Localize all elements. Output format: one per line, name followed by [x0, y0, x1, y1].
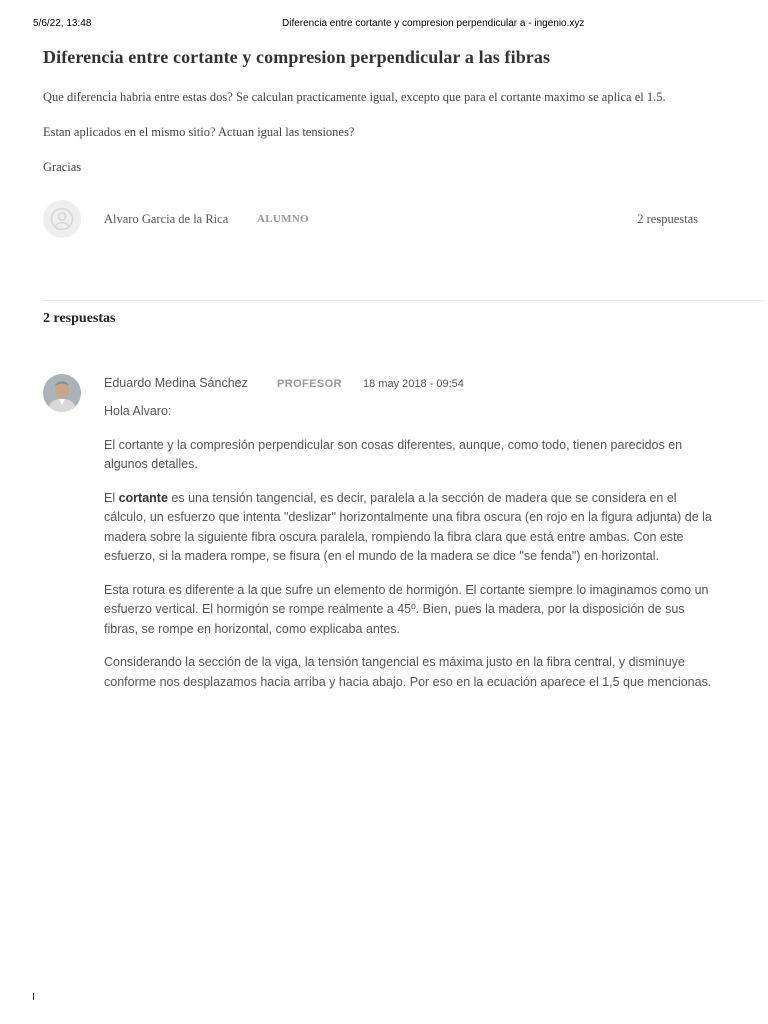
avatar[interactable]	[43, 374, 81, 412]
answer-paragraph: Esta rotura es diferente a la que sufre un elemento de hormigón. El cortante siempre lo imaginamos como un esfuerzo vertical. El hormigón se rompe realmente a 45º. Bien, pues la madera, por la disposición de sus fibras, se rompe en horizontal, como explicaba antes.	[104, 582, 709, 636]
user-placeholder-icon[interactable]	[43, 200, 81, 238]
question-body-paragraph: Gracias	[43, 160, 82, 174]
answer-text: es una tensión tangencial, es decir, paralela a la sección de madera que se considera en el cálculo, un esfuerzo que intenta "deslizar" horizontalmente una fibra oscura (en rojo en la figura adjunta) de la madera sobre la siguiente fibra oscura paralela, rompiendo la fibra clara que está entre ambas. Con este esfuerzo, si la madera rompe, se fisura (en el mundo de la madera se dice "se fenda") en horizontal.	[104, 490, 712, 563]
answer-text: El	[104, 490, 119, 505]
print-header	[0, 0, 768, 30]
page-edge-mark	[33, 993, 34, 1000]
answer-timestamp: 18 may 2018 - 09:54	[363, 378, 464, 390]
print-page-title: Diferencia entre cortante y compresion perpendicular a - ingenio.xyz	[282, 18, 585, 29]
answer-greeting: Hola Alvaro:	[104, 404, 172, 418]
reply-count-link[interactable]: 2 respuestas	[637, 212, 698, 226]
section-divider	[43, 300, 764, 301]
print-date: 5/6/22, 13:48	[33, 18, 92, 29]
emphasis-term: cortante	[118, 490, 168, 505]
answer-paragraph	[104, 489, 714, 567]
question-body-paragraph: Que diferencia habria entre estas dos? Se calculan practicamente igual, excepto que para el cortante maximo se aplica el 1.5.	[43, 90, 666, 104]
answer-paragraph: El cortante y la compresión perpendicular son cosas diferentes, aunque, como todo, tienen parecidos en algunos detalles.	[104, 437, 683, 471]
author-role-badge: ALUMNO	[257, 213, 309, 225]
question-author-name[interactable]: Alvaro Garcia de la Rica	[104, 212, 229, 226]
question-body-paragraph: Estan aplicados en el mismo sitio? Actuan igual las tensiones?	[43, 125, 355, 139]
question-title: Diferencia entre cortante y compresion perpendicular a las fibras	[43, 47, 551, 67]
answer-body	[104, 402, 714, 706]
answer-author-name[interactable]: Eduardo Medina Sánchez	[104, 376, 248, 390]
answers-heading: 2 respuestas	[43, 311, 116, 326]
author-role-badge: PROFESOR	[277, 378, 342, 390]
question-author-row	[43, 200, 703, 240]
answer-paragraph: Considerando la sección de la viga, la tensión tangencial es máxima justo en la fibra central, y disminuye conforme nos desplazamos hacia arriba y hacia abajo. Por eso en la ecuación aparece el 1,5 que mencionas.	[104, 655, 712, 689]
